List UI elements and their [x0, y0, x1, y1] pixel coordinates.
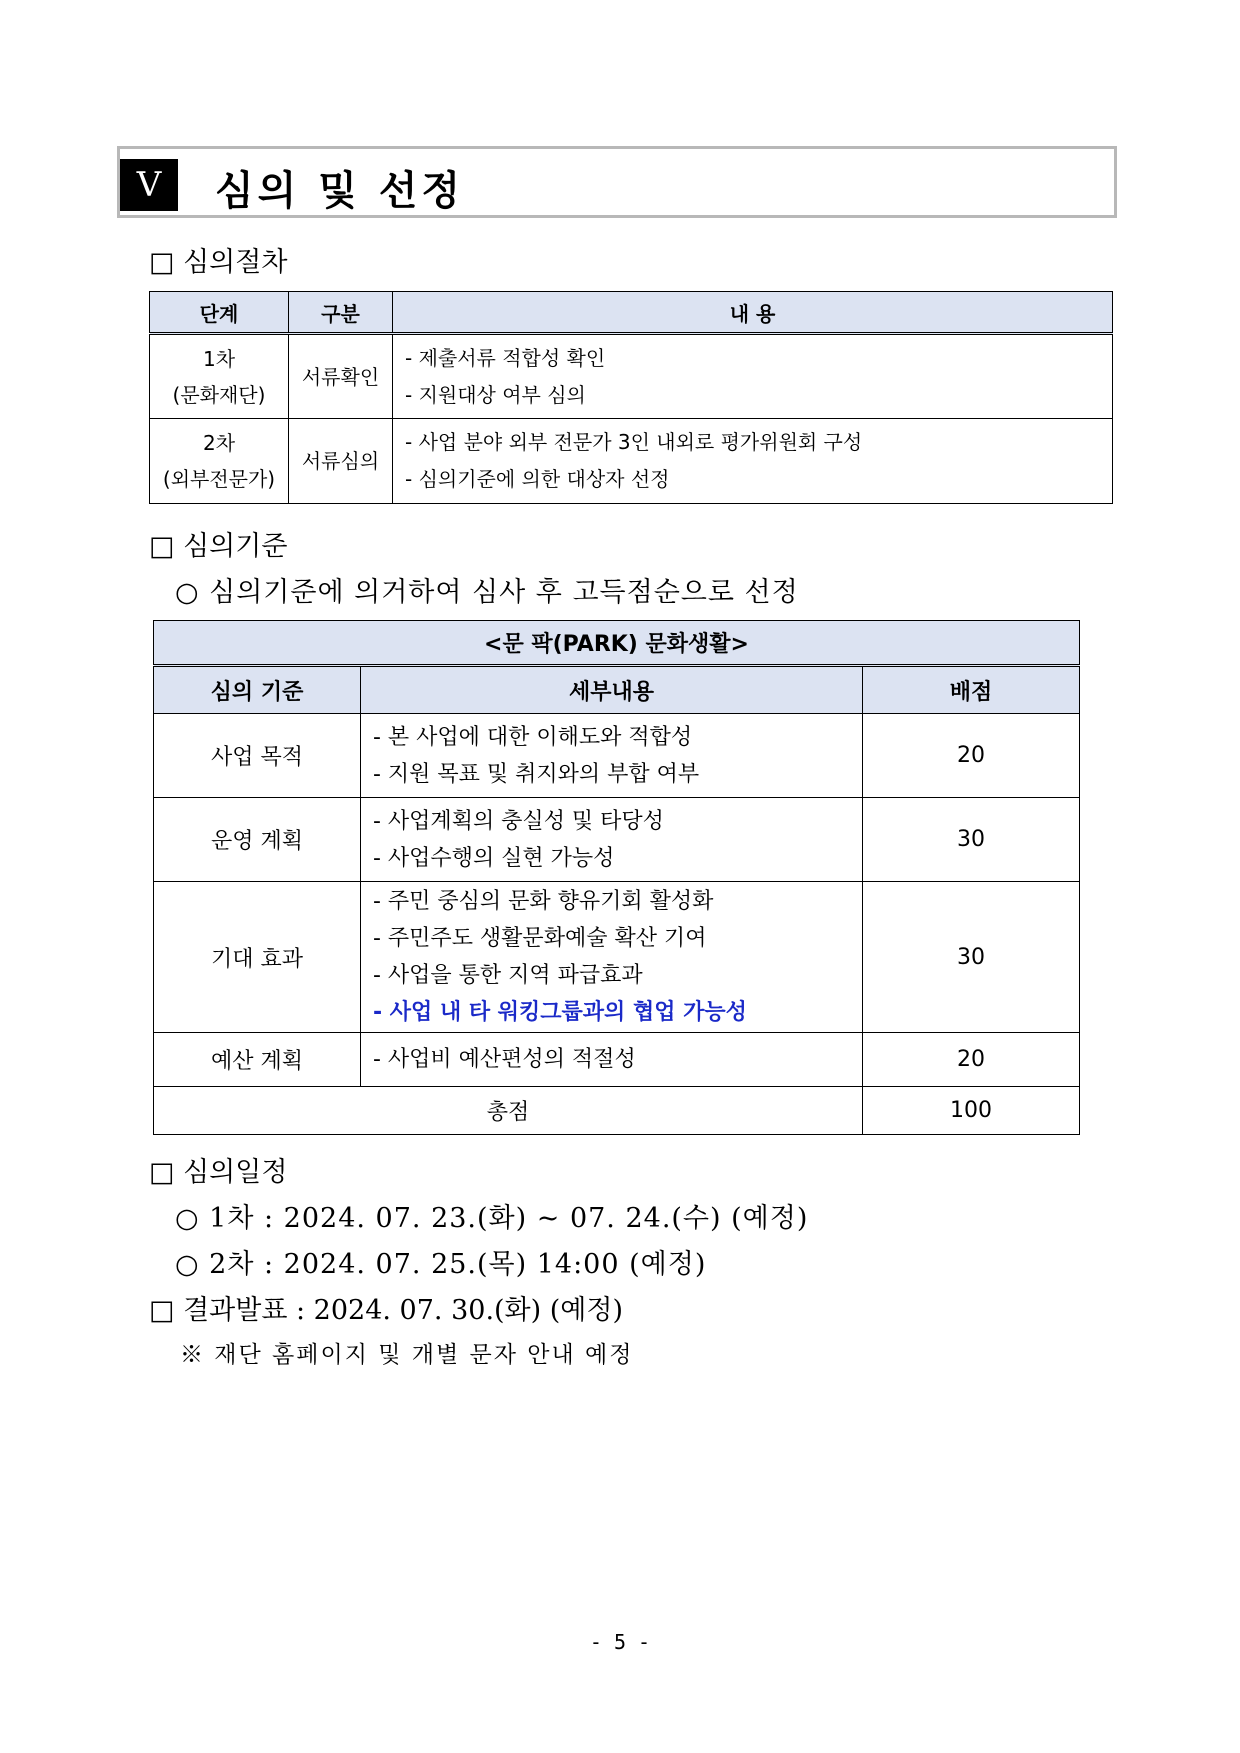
procedure-table: [149, 291, 1113, 504]
section-header: [117, 146, 1117, 218]
schedule-item-1: ○ 1차 : 2024. 07. 23.(화) ~ 07. 24.(수) (예정): [175, 1203, 809, 1234]
list-item: - 주민 중심의 문화 향유기회 활성화: [373, 889, 714, 914]
section-number: V: [120, 159, 178, 211]
list-item: - 제출서류 적합성 확인: [405, 345, 606, 370]
crit-header-detail: 세부내용: [361, 666, 863, 714]
highlighted-item: - 사업 내 타 워킹그룹과의 협업 가능성: [373, 1000, 747, 1025]
schedule-item-2: ○ 2차 : 2024. 07. 25.(목) 14:00 (예정): [175, 1249, 707, 1280]
proc-content: [393, 334, 1113, 419]
crit-detail: [361, 1033, 863, 1087]
total-score: 100: [863, 1087, 1080, 1135]
criteria-sub: ○ 심의기준에 의거하여 심사 후 고득점순으로 선정: [175, 577, 799, 608]
crit-name: 예산 계획: [154, 1033, 361, 1087]
section-title: 심의 및 선정: [215, 168, 465, 214]
proc-header-content: 내 용: [393, 292, 1113, 334]
page-number: - 5 -: [589, 1630, 651, 1654]
proc-stage: 2차: [202, 431, 236, 455]
proc-type: 서류심의: [289, 419, 393, 504]
list-item: - 사업 분야 외부 전문가 3인 내외로 평가위원회 구성: [405, 430, 863, 454]
crit-detail: [361, 882, 863, 1033]
list-item: - 사업을 통한 지역 파급효과: [373, 963, 643, 988]
crit-name: 사업 목적: [154, 714, 361, 798]
list-item: - 심의기준에 의한 대상자 선정: [405, 467, 670, 491]
proc-stage-cell: [150, 419, 289, 504]
criteria-table-title: <문 팍(PARK) 문화생활>: [154, 621, 1080, 666]
table-row: [154, 882, 1080, 1033]
list-item: - 주민주도 생활문화예술 확산 기여: [373, 926, 707, 951]
total-row: [154, 1087, 1080, 1135]
proc-stage-org: (외부전문가): [162, 467, 276, 491]
list-item: - 본 사업에 대한 이해도와 적합성: [373, 724, 693, 750]
proc-stage: 1차: [202, 346, 236, 371]
criteria-table: [153, 620, 1080, 1135]
table-row: [150, 419, 1113, 504]
crit-detail: [361, 798, 863, 882]
table-row: [154, 798, 1080, 882]
crit-header-criterion: 심의 기준: [154, 666, 361, 714]
proc-stage-cell: [150, 334, 289, 419]
crit-score: 20: [863, 1033, 1080, 1087]
schedule-heading: □ 심의일정: [149, 1157, 288, 1188]
crit-score: 30: [863, 798, 1080, 882]
list-item: - 지원대상 여부 심의: [405, 382, 586, 407]
crit-detail: [361, 714, 863, 798]
table-row: [150, 334, 1113, 419]
crit-name: 운영 계획: [154, 798, 361, 882]
list-item: - 지원 목표 및 취지와의 부합 여부: [373, 761, 700, 787]
list-item: - 사업수행의 실현 가능성: [373, 845, 615, 871]
proc-type: 서류확인: [289, 334, 393, 419]
proc-stage-org: (문화재단): [172, 382, 266, 407]
table-row: [154, 1033, 1080, 1087]
proc-header-stage: 단계: [150, 292, 289, 334]
crit-score: 20: [863, 714, 1080, 798]
criteria-heading: □ 심의기준: [149, 531, 288, 562]
total-label: 총점: [154, 1087, 863, 1135]
result-heading: □ 결과발표 : 2024. 07. 30.(화) (예정): [149, 1295, 623, 1326]
proc-header-type: 구분: [289, 292, 393, 334]
list-item: - 사업비 예산편성의 적절성: [373, 1047, 636, 1072]
crit-name: 기대 효과: [154, 882, 361, 1033]
list-item: - 사업계획의 충실성 및 타당성: [373, 808, 664, 834]
table-row: [154, 714, 1080, 798]
result-note: ※ 재단 홈페이지 및 개별 문자 안내 예정: [180, 1342, 634, 1368]
proc-content: [393, 419, 1113, 504]
procedure-heading: □ 심의절차: [149, 247, 288, 278]
crit-score: 30: [863, 882, 1080, 1033]
crit-header-score: 배점: [863, 666, 1080, 714]
